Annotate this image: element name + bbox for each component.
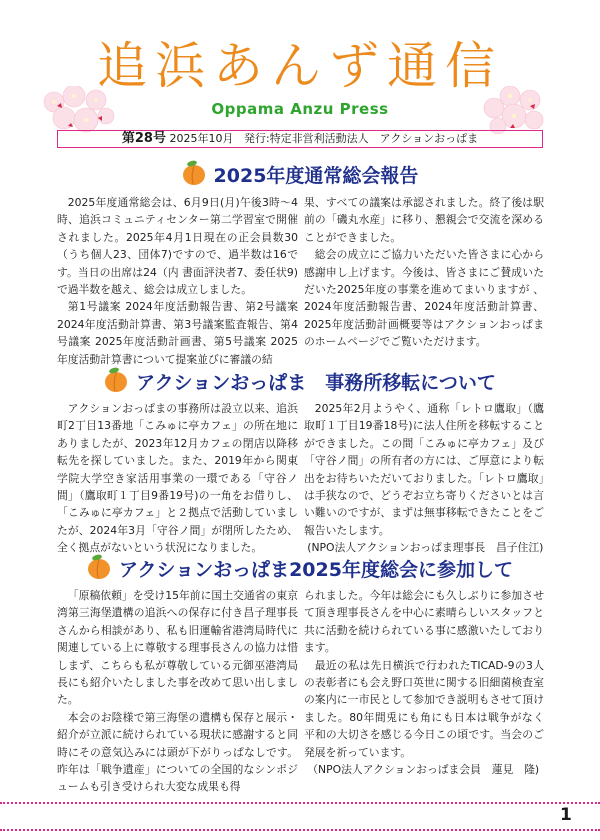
paragraph: 果、すべての議案は承認されました。終了後は駅前の「磯丸水産」に移り、懇親会で交流を深めることができました。: [304, 196, 544, 244]
signature: (NPO法人アクションおっぱま理事長 昌子住江): [307, 541, 544, 555]
article-3-left-column: [57, 587, 298, 796]
masthead: [0, 0, 600, 130]
heading-text: アクションおっぱま 事務所移転について: [136, 372, 496, 394]
article-1-left-column: [57, 194, 298, 368]
issue-info-bar: [57, 130, 543, 148]
heading-text: 2025年度通常総会報告: [213, 165, 419, 187]
footer-dotted-rule-top: [0, 802, 600, 804]
article-2-right-column: [304, 400, 544, 557]
apricot-icon: [104, 367, 130, 393]
issue-publisher: 発行:特定非営利活動法人 アクションおっぱま: [243, 132, 479, 145]
issue-number: 第28号: [121, 131, 166, 146]
heading-text: アクションおっぱま2025年度総会に参加して: [119, 559, 513, 581]
paragraph: 総会の成立にご協力いただいた皆さまに心から感謝申し上げます。今後は、皆さまにご賛成いただいた2025年度の事業を進めてまいりますが 、2024年度活動報告書、2024年度活動計算書、2025年度活動計画概要等はアクションおっぱまのホームページでご覧いただけます。: [304, 248, 544, 349]
paragraph: 第1号議案 2024年度活動報告書、第2号議案 2024年度活動計算書、第3号議案監査報告、第4号議案 2025年度活動計画書、第5号議案 2025年度活動計算書について提案並びに審議の結: [57, 300, 298, 366]
newsletter-subtitle: Oppama Anzu Press: [211, 100, 389, 118]
page-number: 1: [560, 805, 572, 825]
paragraph: 2025年度通常総会は、6月9日(月)午後3時～4時、追浜コミュニティセンター第二学習室で開催されました。2025年4月1日現在の正会員数30（うち個人23、団体7)ですので、過半数は16です。当日の出席は24（内 書面評決者7、委任状9)で過半数を越え、総会は成立しました。: [57, 196, 298, 297]
footer-dotted-rule-bottom: [0, 829, 600, 831]
paragraph: アクションおっぱまの事務所は設立以来、追浜町2丁目13番地「こみゅに亭カフェ」の所在地にありましたが、2023年12月カフェの閉店以降移転先を探していました。また、2019年から関東学院大学空き家活用事業の一環である「守谷ノ間」（鷹取町１丁目9番19号)の一角をお借りし、「こみゅに亭カフェ」と２拠点で活動していましたが、2024年3月「守谷ノ間」が閉所したため、全く拠点がないという状況になりました。: [57, 402, 298, 555]
paragraph: 「原稿依頼」を受け15年前に国土交通省の東京湾第三海堡遺構の追浜への保存に付き昌子理事長さんから相談があり、私も旧運輸省港湾局時代に関連している上に尊敬する理事長さんの協力は惜しまず、こちらも私が尊敬している元御巫港湾局長にも紹介いたしました事を改めて思い出しました。: [57, 589, 298, 707]
newsletter-title: 追浜あんず通信: [97, 37, 503, 95]
paragraph: られました。今年は総会にも久しぶりに参加させて頂き理事長さんを中心に素晴らしいスタッフと共に活動を続けられている事に感激いたしております。: [304, 589, 544, 655]
article-2-left-column: [57, 400, 298, 557]
apricot-icon: [87, 554, 113, 580]
article-1-right-column: [304, 194, 544, 351]
apricot-icon: [182, 160, 208, 186]
issue-date: 2025年10月: [169, 132, 234, 145]
article-heading-general-meeting: [0, 160, 600, 188]
paragraph: 本会のお陰様で第三海堡の遺構も保存と展示・紹介が立派に続けられている現状に感謝すると同時にその意気込みには頭が下がりっぱなしです。昨年は「戦争遺産」についての全国的なシンポジュームも引き受けられ大変な成果も得: [57, 710, 298, 794]
paragraph: 最近の私は先日横浜で行われたTICAD-9の3人の表彰者にも会え野口英世に関する旧細菌検査室の案内に一市民として参加でき説明もさせて頂けました。80年間兎にも角にも日本は戦争がなく平和の大切さを感じる今日この頃です。当会のご発展を祈っています。: [304, 658, 544, 759]
paragraph: 2025年2月ようやく、通称「レトロ鷹取」（鷹取町１丁目19番18号)に法人住所を移転することができました。この間「こみゅに亭カフェ」及び「守谷ノ間」の所有者の方には、ご厚意により転出をお待ちいただいておりました。「レトロ鷹取」は手狭なので、どうぞお立ち寄りくださいとは言い難いのですが、まずは無事移転できたことをご報告いたします。: [304, 402, 544, 537]
article-3-right-column: [304, 587, 544, 778]
article-heading-office-relocation: [0, 367, 600, 395]
article-heading-meeting-participation: [0, 554, 600, 582]
signature: （NPO法人アクションおっぱま会員 蓮見 隆): [307, 763, 540, 777]
